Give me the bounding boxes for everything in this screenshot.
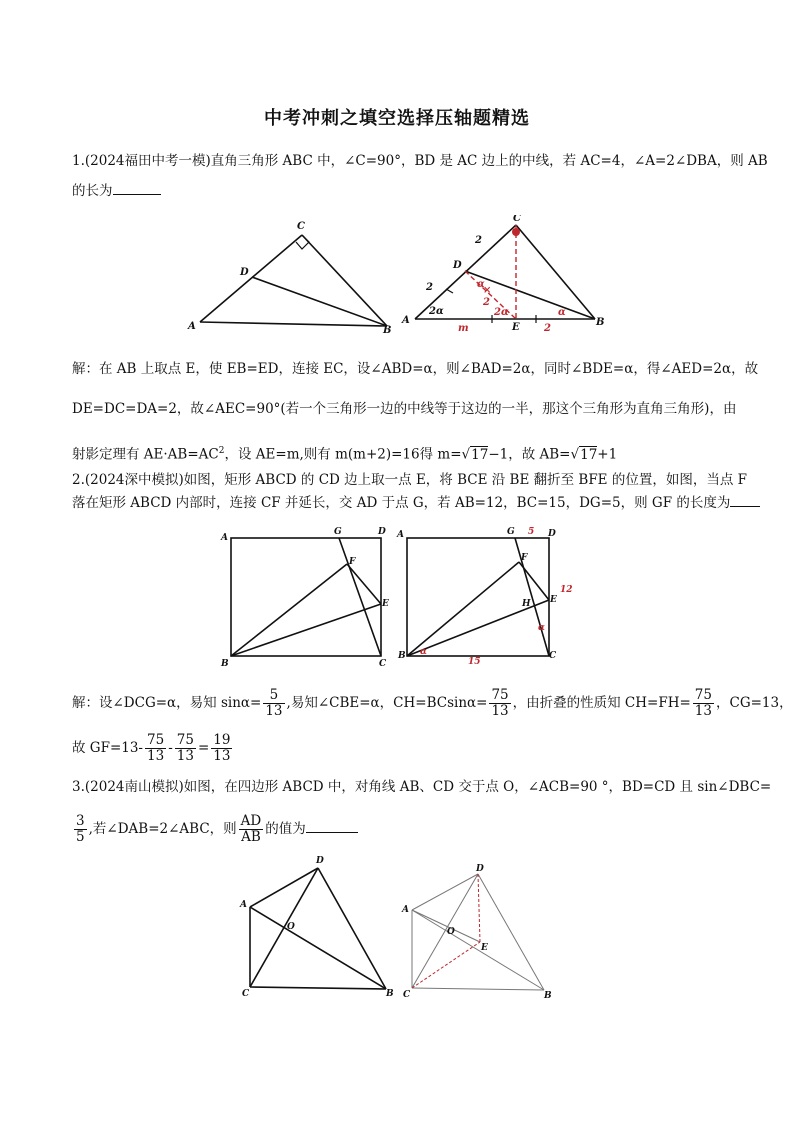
q1-figures [180, 215, 620, 340]
label-D: D [240, 267, 249, 278]
svg-text:2α: 2α [429, 306, 444, 317]
label-E2: E [512, 322, 520, 333]
svg-text:D: D [476, 864, 484, 874]
q2-figures [215, 522, 585, 672]
q3-figure-2 [412, 874, 544, 990]
svg-text:G: G [334, 527, 342, 537]
q1-figure-1 [200, 235, 387, 326]
svg-text:B: B [386, 989, 394, 999]
svg-text:2: 2 [426, 282, 433, 293]
q1-solution-line3: 射影定理有 $AE\cdot AB=AC^2$，设 AE=m,则有 m(m+2)=16得 m=√17−1，故 AB=√17+1 [72, 446, 618, 463]
svg-text:2α: 2α [494, 307, 509, 318]
page-title: 中考冲刺之填空选择压轴题精选 [264, 108, 530, 129]
svg-text:O: O [287, 922, 295, 932]
svg-text:G: G [507, 527, 515, 537]
label-C2: C [513, 215, 521, 224]
svg-text:m: m [458, 323, 469, 334]
svg-text:15: 15 [468, 657, 481, 667]
q3-figures [230, 850, 570, 1005]
svg-text:D: D [378, 527, 386, 537]
svg-text:A: A [402, 905, 409, 915]
answer-blank[interactable] [730, 492, 760, 507]
svg-text:O: O [447, 927, 455, 937]
label-A: A [188, 321, 196, 332]
q1-solution-line1: 解：在 AB 上取点 E，使 EB=ED，连接 EC，设∠ABD=α，则∠BAD=2α，同时∠BDE=α，得∠AED=2α，故 [72, 361, 759, 377]
svg-text:α: α [558, 307, 566, 318]
svg-text:×: × [483, 285, 492, 296]
svg-text:A: A [397, 530, 404, 540]
svg-text:α: α [420, 647, 427, 657]
label-D2: D [453, 260, 462, 271]
label-B2: B [596, 317, 605, 328]
q1-solution-line2: DE=DC=DA=2，故∠AEC=90°(若一个三角形一边的中线等于这边的一半，那这个三角形为直角三角形)，由 [72, 401, 737, 417]
q2-line1: 2.(2024深中模拟)如图，矩形 ABCD 的 CD 边上取一点 E，将 BCE 沿 BE 翻折至 BFE 的位置，如图，当点 F [72, 472, 747, 488]
svg-text:B: B [544, 991, 552, 1001]
svg-text:D: D [548, 529, 556, 539]
q2-line2: 落在矩形 ABCD 内部时，连接 CF 并延长，交 AD 于点 G，若 AB=12，BC=15，DG=5，则 GF 的长度为 [72, 492, 760, 514]
svg-text:A: A [221, 533, 228, 543]
svg-text:E: E [382, 599, 389, 609]
svg-text:2: 2 [544, 323, 551, 334]
q2-figure-2 [407, 538, 549, 656]
label-A2: A [402, 315, 410, 326]
svg-text:12: 12 [560, 585, 573, 595]
svg-text:C: C [379, 659, 387, 669]
answer-blank[interactable] [113, 180, 161, 195]
svg-text:B: B [398, 651, 406, 661]
q1-line2: 的长为 [72, 180, 161, 202]
svg-text:A: A [240, 900, 247, 910]
q2-figure-1 [231, 538, 381, 656]
svg-text:α: α [538, 623, 545, 633]
svg-text:E: E [550, 595, 557, 605]
svg-text:C: C [242, 989, 250, 999]
answer-blank[interactable] [306, 818, 358, 833]
q2-solution-line1: 解：设∠DCG=α，易知 sinα= $\frac{5}{13}$ ,易知∠CBE=α，CH=BCsinα= $\frac{75}{13}$ ，由折叠的性质知 CH=FH= $\frac{75}{13}$ ，CG=13， [72, 687, 793, 719]
svg-text:C: C [403, 990, 411, 1000]
label-B: B [383, 325, 392, 336]
q1-line1: 1.(2024福田中考一模)直角三角形 ABC 中，∠C=90°，BD 是 AC 边上的中线，若 AC=4，∠A=2∠DBA，则 AB [72, 153, 768, 169]
q3-line1: 3.(2024南山模拟)如图，在四边形 ABCD 中，对角线 AB、CD 交于点 O，∠ACB=90 °，BD=CD 且 sin∠DBC= [72, 779, 772, 795]
svg-text:5: 5 [528, 527, 535, 537]
label-C: C [297, 221, 305, 232]
q2-solution-line2: 故 GF=13- $\frac{75}{13}$ - $\frac{75}{13}$ = $\frac{19}{13}$ [72, 732, 231, 764]
svg-text:C: C [549, 651, 557, 661]
svg-text:α: α [477, 279, 485, 290]
svg-text:F: F [521, 553, 528, 563]
svg-text:D: D [316, 856, 324, 866]
svg-text:E: E [481, 943, 488, 953]
svg-text:B: B [221, 659, 229, 669]
svg-text:2: 2 [475, 235, 482, 246]
q3-line2: $\frac{3}{5}$ ,若∠DAB=2∠ABC，则 $\frac{AD}{AB}$ 的值为 [72, 814, 358, 845]
svg-text:H: H [522, 599, 531, 609]
q3-figure-1 [250, 868, 386, 989]
svg-text:2: 2 [483, 297, 490, 308]
svg-text:F: F [349, 557, 356, 567]
